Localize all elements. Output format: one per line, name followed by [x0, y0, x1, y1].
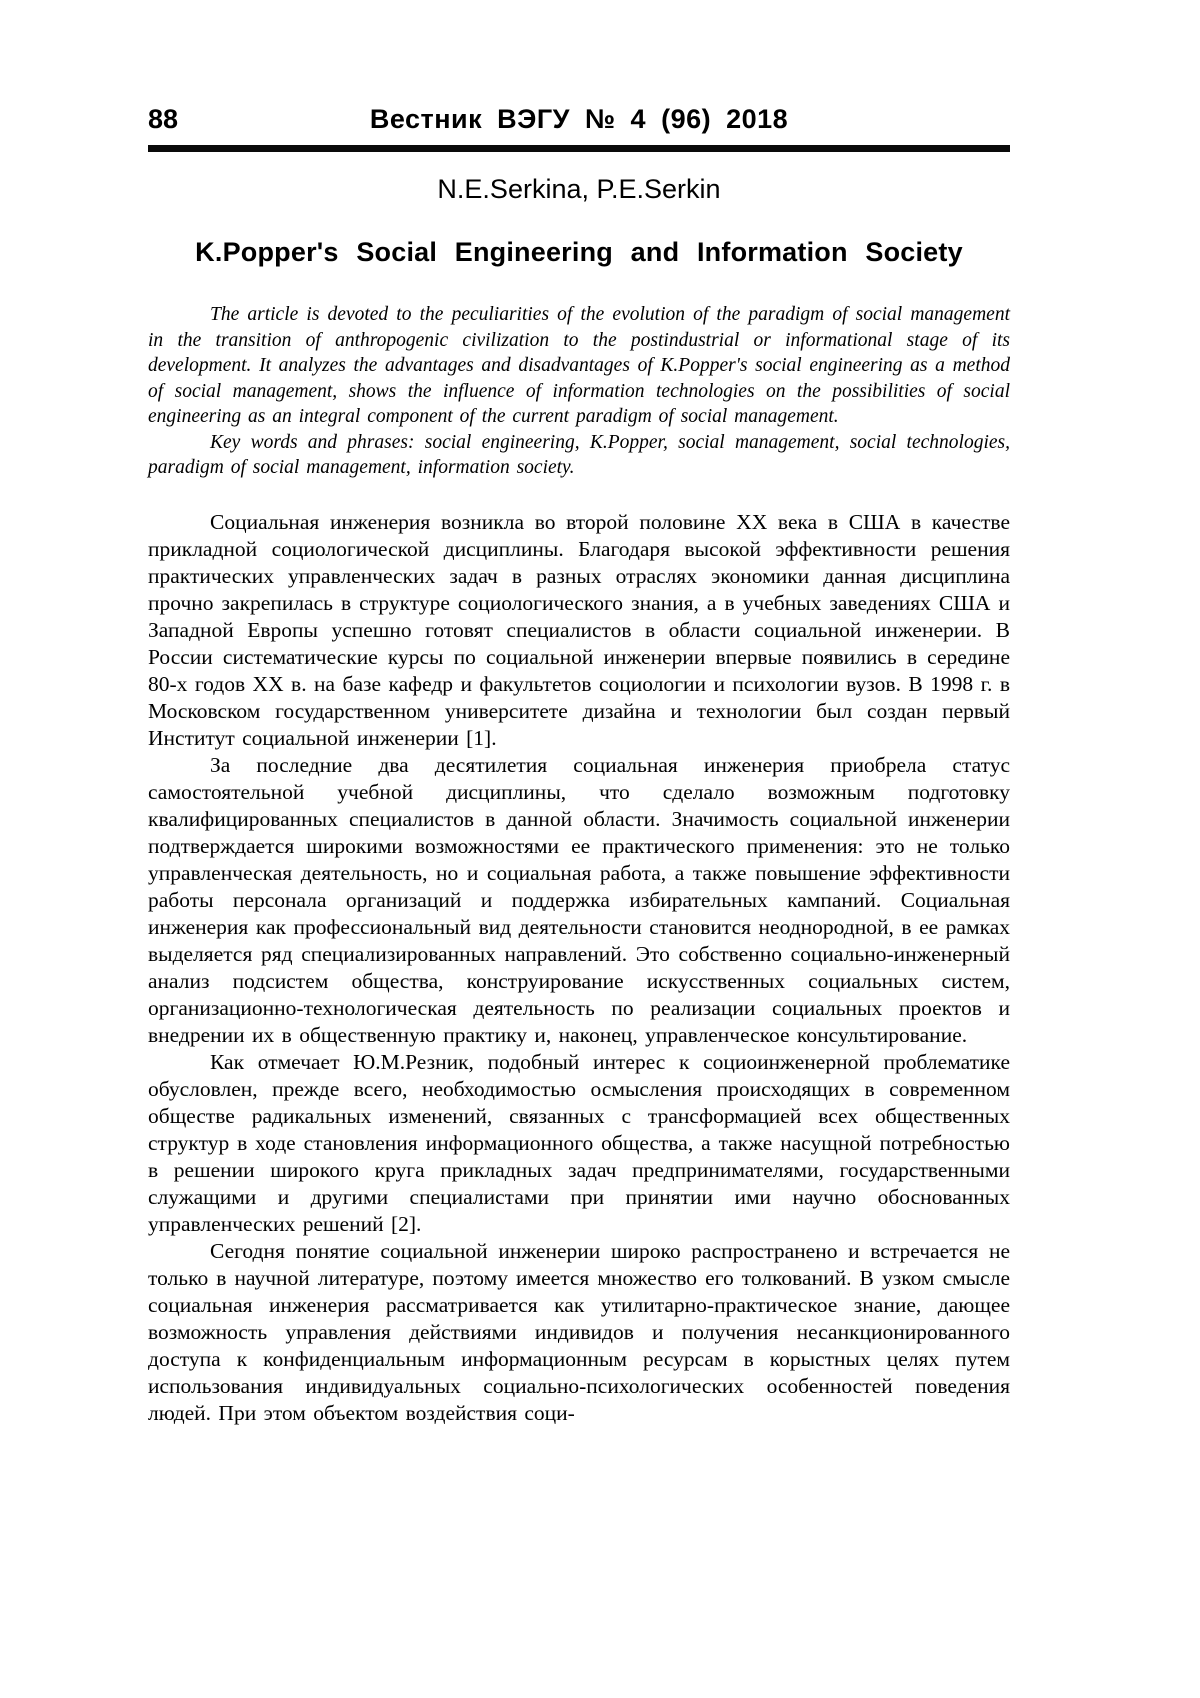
header-rule [148, 145, 1010, 152]
article-body [148, 509, 1010, 1427]
keywords-text: Key words and phrases: social engineering, K.Popper, social management, social technologies, paradigm of social management, information society. [148, 431, 1010, 478]
body-paragraph-3: Как отмечает Ю.М.Резник, подобный интерес к социоинженерной проблематике обусловлен, прежде всего, необходимостью осмысления происходящих в современном обществе радикальных изменений, связанных с трансформацией всех общественных структур в ходе становления информационного общества, а также насущной потребностью в решении широкого круга прикладных задач предпринимателями, государственными служащими и другими специалистами при принятии ими научно обоснованных управленческих решений [2]. [148, 1049, 1010, 1236]
authors-line: N.E.Serkina, P.E.Serkin [437, 174, 721, 204]
journal-title: Вестник ВЭГУ № 4 (96) 2018 [369, 104, 789, 134]
abstract-text: The article is devoted to the peculiarities of the evolution of the paradigm of social management in the transition of anthropogenic civilization to the postindustrial or informational stage of its development. It analyzes the advantages and disadvantages of K.Popper's social engineering as a method of social management, shows the influence of information technologies on the possibilities of social engineering as an integral component of the current paradigm of social management. [148, 304, 1010, 427]
body-paragraph-2: За последние два десятилетия социальная инженерия приобрела статус самостоятельной учебной дисциплины, что сделало возможным подготовку квалифицированных специалистов в данной области. Значимость социальной инженерии подтверждается широкими возможностями ее практического применения: это не только управленческая деятельность, но и социальная работа, а также повышение эффективности работы персонала организаций и поддержка избирательных кампаний. Социальная инженерия как профессиональный вид деятельности становится неоднородной, в ее рамках выделяется ряд специализированных направлений. Это собственно социально-инженерный анализ подсистем общества, конструирование искусственных социальных систем, организационно-технологическая деятельность по реализации социальных проектов и внедрении их в общественную практику и, наконец, управленческое консультирование. [148, 752, 1010, 1047]
article-title: K.Popper's Social Engineering and Information Society [195, 237, 963, 267]
body-paragraph-1: Социальная инженерия возникла во второй половине XX века в США в качестве прикладной социологической дисциплины. Благодаря высокой эффективности решения практических управленческих задач в разных отраслях экономики данная дисциплина прочно закрепилась в структуре социологического знания, а в учебных заведениях США и Западной Европы успешно готовят специалистов в области социальной инженерии. В России систематические курсы по социальной инженерии впервые появились в середине 80-х годов XX в. на базе кафедр и факультетов социологии и психологии вузов. В 1998 г. в Московском государственном университете дизайна и технологии был создан первый Институт социальной инженерии [1]. [148, 509, 1010, 750]
page-number: 88 [148, 104, 179, 134]
page-header [148, 104, 1010, 138]
body-paragraph-4: Сегодня понятие социальной инженерии широко распространено и встречается не только в научной литературе, поэтому имеется множество его толкований. В узком смысле социальная инженерия рассматривается как утилитарно-практическое знание, дающее возможность управления действиями индивидов и получения несанкционированного доступа к конфиденциальным информационным ресурсам в корыстных целях путем использования индивидуальных социально-психологических особенностей поведения людей. При этом объектом воздействия соци- [148, 1238, 1010, 1425]
